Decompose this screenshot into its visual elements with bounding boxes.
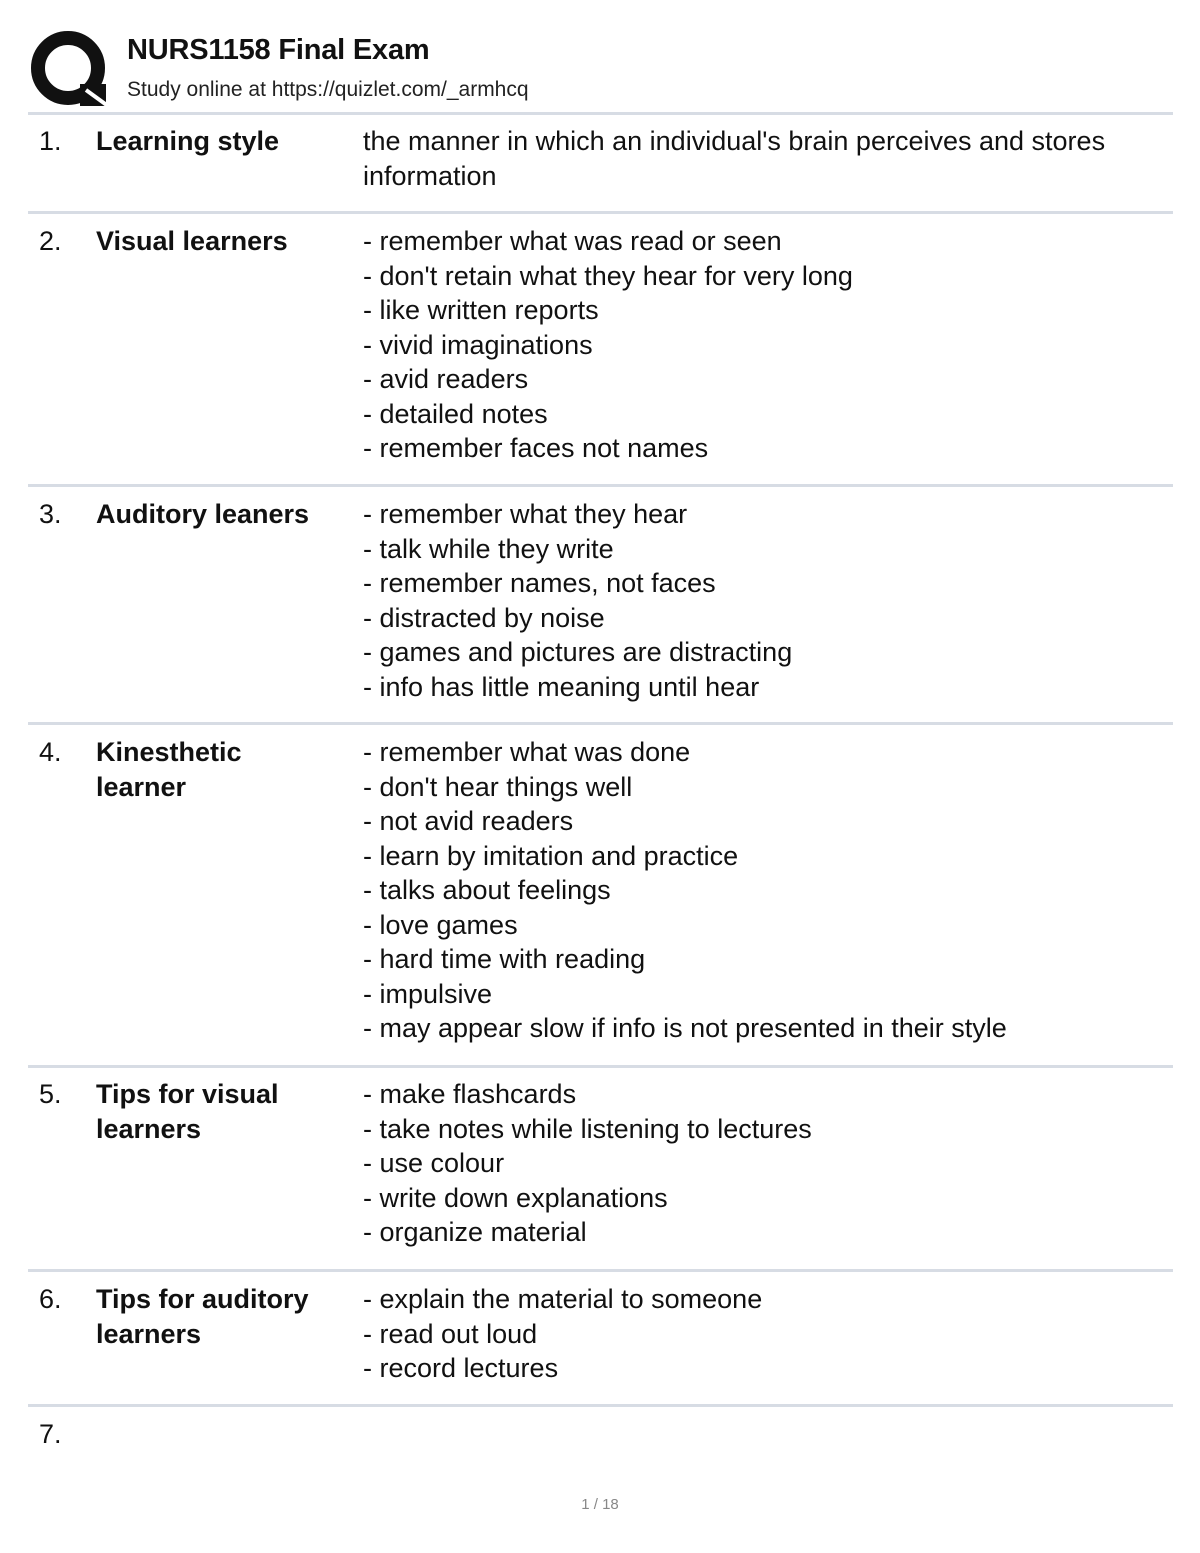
- definition-line: - detailed notes: [363, 398, 548, 429]
- card-term: Auditory leaners: [96, 499, 310, 529]
- definition-line: - talks about feelings: [363, 875, 611, 905]
- card-number: 6.: [39, 1284, 62, 1314]
- card-term: Kinesthetic learner: [96, 737, 242, 802]
- definition-line: - may appear slow if info is not presented in their style: [363, 1013, 1007, 1043]
- card-divider: [28, 1404, 1173, 1407]
- card-divider: [28, 484, 1173, 487]
- definition-line: - don't retain what they hear for very long: [363, 260, 853, 291]
- card-definition: [363, 124, 1168, 193]
- definition-line: - games and pictures are distracting: [363, 637, 793, 667]
- definition-line: - like written reports: [363, 295, 599, 325]
- quizlet-logo-icon: [30, 30, 110, 110]
- definition-line: - explain the material to someone: [363, 1284, 763, 1314]
- card-divider: [28, 1269, 1173, 1272]
- card-term: Tips for auditory learners: [96, 1284, 309, 1349]
- card-divider: [28, 211, 1173, 214]
- card-definition: [363, 497, 1168, 704]
- card-number: 4.: [39, 737, 62, 767]
- definition-line: - don't hear things well: [363, 771, 633, 802]
- card-divider: [28, 722, 1173, 725]
- definition-line: - distracted by noise: [363, 602, 605, 633]
- card-definition: [363, 735, 1168, 1046]
- card-term: Visual learners: [96, 226, 288, 256]
- definition-line: - organize material: [363, 1217, 587, 1247]
- definition-line: - remember faces not names: [363, 433, 709, 463]
- definition-line: - learn by imitation and practice: [363, 840, 739, 871]
- definition-line: - remember what they hear: [363, 499, 688, 529]
- definition-line: - make flashcards: [363, 1079, 577, 1109]
- page-title: NURS1158 Final Exam: [127, 34, 430, 66]
- definition-line: - remember what was done: [363, 737, 691, 767]
- card-number: 1.: [39, 126, 62, 156]
- definition-line: - read out loud: [363, 1318, 538, 1349]
- definition-line: - record lectures: [363, 1353, 559, 1383]
- page-header: [30, 28, 1175, 110]
- definition-line: - not avid readers: [363, 806, 574, 836]
- header-divider: [28, 112, 1173, 115]
- definition-line: - info has little meaning until hear: [363, 671, 760, 702]
- definition-line: - write down explanations: [363, 1182, 668, 1213]
- card-number: 2.: [39, 226, 62, 256]
- card-number: 3.: [39, 499, 62, 529]
- definition-line: - hard time with reading: [363, 944, 646, 974]
- card-divider: [28, 1065, 1173, 1068]
- definition-line: - avid readers: [363, 364, 529, 394]
- card-number: 5.: [39, 1079, 62, 1109]
- definition-line: - love games: [363, 909, 518, 940]
- definition-line: - take notes while listening to lectures: [363, 1113, 812, 1144]
- definition-line: - impulsive: [363, 978, 493, 1009]
- definition-line: - talk while they write: [363, 533, 614, 564]
- card-definition: [363, 1282, 1168, 1386]
- definition-line: - remember names, not faces: [363, 568, 716, 598]
- definition-line: the manner in which an individual's brain perceives and stores information: [363, 126, 1106, 191]
- definition-line: - vivid imaginations: [363, 329, 593, 360]
- definition-line: - use colour: [363, 1148, 505, 1178]
- card-term: Tips for visual learners: [96, 1079, 279, 1144]
- study-online-link[interactable]: Study online at https://quizlet.com/_armhcq: [127, 78, 529, 101]
- card-definition: [363, 224, 1168, 466]
- page-indicator: 1 / 18: [581, 1496, 619, 1513]
- card-term: Learning style: [96, 126, 280, 156]
- card-definition: [363, 1077, 1168, 1250]
- card-number: 7.: [39, 1419, 62, 1449]
- definition-line: - remember what was read or seen: [363, 226, 782, 256]
